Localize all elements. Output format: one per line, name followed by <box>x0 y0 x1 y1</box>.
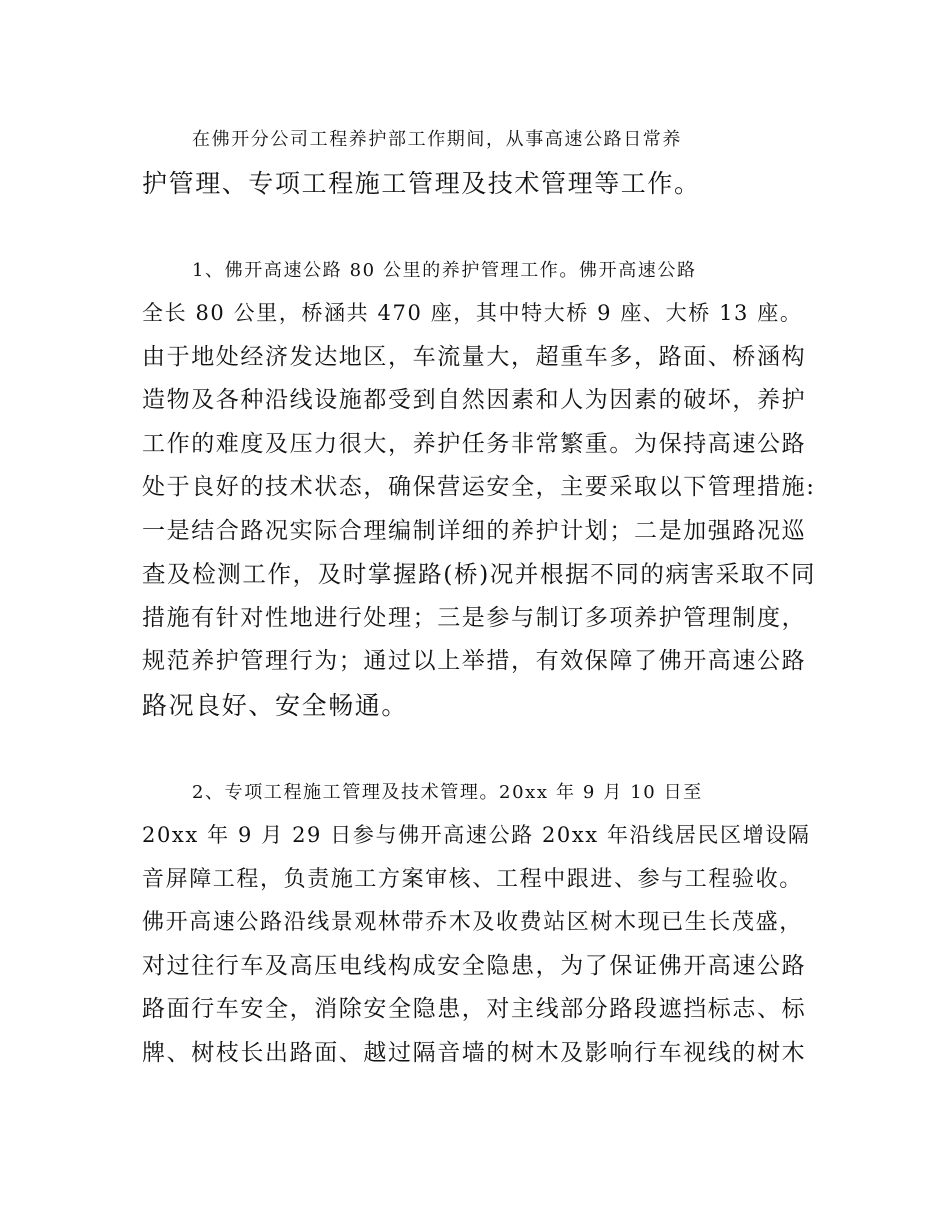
text-line: 音屏障工程，负责施工方案审核、工程中跟进、参与工程验收。 <box>142 866 803 892</box>
text-line: 一是结合路况实际合理编制详细的养护计划；二是加强路况巡 <box>142 517 807 544</box>
document-body <box>142 118 817 1075</box>
text-line: 2、专项工程施工管理及技术管理。20xx 年 9 月 10 日至 <box>192 781 703 803</box>
text-line: 对过往行车及高压电线构成安全隐患，为了保证佛开高速公路 <box>142 952 807 979</box>
text-line: 1、佛开高速公路 80 公里的养护管理工作。佛开高速公路 <box>192 259 697 281</box>
paragraph-maintenance-management <box>142 249 817 728</box>
text-line: 由于地处经济发达地区，车流量大，超重车多，路面、桥涵构 <box>142 343 807 370</box>
text-line: 措施有针对性地进行处理；三是参与制订多项养护管理制度， <box>142 604 807 631</box>
text-line: 处于良好的技术状态，确保营运安全，主要采取以下管理措施: <box>142 474 816 500</box>
paragraph-special-projects <box>142 771 814 1076</box>
text-line: 查及检测工作，及时掌握路(桥)况并根据不同的病害采取不同 <box>142 560 817 588</box>
text-line: 在佛开分公司工程养护部工作期间，从事高速公路日常养 <box>192 129 682 150</box>
text-line: 路况良好、安全畅通。 <box>142 690 409 720</box>
text-line: 全长 80 公里，桥涵共 470 座，其中特大桥 9 座、大桥 13 座。 <box>142 301 803 325</box>
text-line: 20xx 年 9 月 29 日参与佛开高速公路 20xx 年沿线居民区增设隔 <box>142 823 811 847</box>
paragraph-intro <box>142 118 814 205</box>
text-line: 路面行车安全，消除安全隐患，对主线部分路段遮挡标志、标 <box>142 996 807 1022</box>
text-line: 规范养护管理行为；通过以上举措，有效保障了佛开高速公路 <box>142 648 807 674</box>
text-line: 牌、树枝长出路面、越过隔音墙的树木及影响行车视线的树木 <box>142 1039 807 1066</box>
text-line: 护管理、专项工程施工管理及技术管理等工作。 <box>142 168 701 198</box>
text-line: 造物及各种沿线设施都受到自然因素和人为因素的破坏，养护 <box>142 387 807 413</box>
text-line: 佛开高速公路沿线景观林带乔木及收费站区树木现已生长茂盛， <box>142 910 803 935</box>
text-line: 工作的难度及压力很大，养护任务非常繁重。为保持高速公路 <box>142 430 807 457</box>
